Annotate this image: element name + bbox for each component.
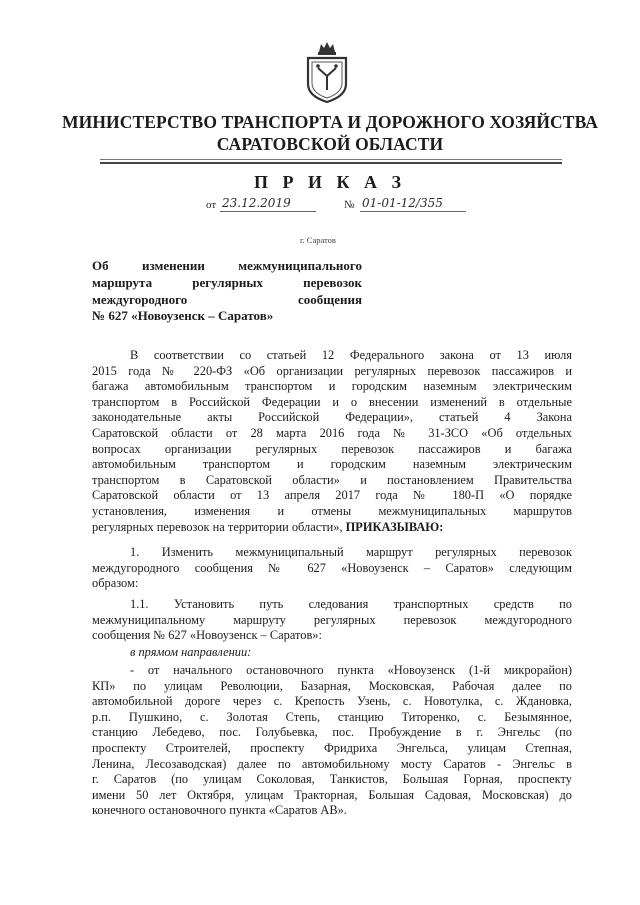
date-label: от — [206, 199, 217, 211]
text-line: 1.1. Установить путь следования транспортных средств по — [130, 597, 572, 611]
text-line: имени 50 лет Октября, улицам Тракторная, Большая Садовая, Московская) до — [92, 787, 572, 802]
date-number-line — [206, 196, 486, 214]
text-line: Саратовской области от 28 марта 2016 года № 31-ЗСО «Об отдельных — [92, 425, 572, 440]
text-line: вопросах организации регулярных перевозок пассажиров и багажа — [92, 441, 572, 456]
text-line: транспортом в Саратовской области» и постановлением Правительства — [92, 472, 572, 487]
header-rule-thick — [100, 162, 562, 164]
text-line: конечного остановочного пункта «Саратов АВ». — [92, 803, 347, 818]
text-line: г. Саратов (по улицам Соколовая, Танкистов, Большая Горная, проспекту — [92, 772, 572, 787]
text-line: проспекту Строителей, проспекту Фридриха Энгельса, улицам Степная, — [92, 740, 572, 755]
text-line: КП» по улицам Революции, Базарная, Московская, Рабочая далее по — [92, 678, 572, 693]
ministry-name-line2: САРАТОВСКОЙ ОБЛАСТИ — [216, 134, 444, 154]
text-line: 1. Изменить межмуниципальный маршрут регулярных перевозок — [130, 545, 572, 559]
ministry-name-line1: МИНИСТЕРСТВО ТРАНСПОРТА И ДОРОЖНОГО ХОЗЯЙСТВА — [62, 112, 598, 132]
city-label: г. Саратов — [300, 235, 336, 245]
text-line: образом: — [92, 576, 139, 591]
subject-line: междугородного сообщения — [92, 291, 362, 307]
route-paragraph — [92, 663, 572, 819]
text-line-with-order-word — [92, 520, 572, 536]
order-word: ПРИКАЗЫВАЮ: — [345, 519, 444, 534]
text-line: регулярных перевозок на территории области», — [92, 519, 346, 534]
text-line: установления, изменения и отмены межмуниципальных маршрутов — [92, 503, 572, 518]
preamble-paragraph — [92, 348, 572, 535]
text-line: В соответствии со статьей 12 Федерального закона от 13 июля — [130, 348, 572, 362]
item-1-1-paragraph — [92, 597, 572, 644]
subject-line: маршрута регулярных перевозок — [92, 274, 362, 290]
text-line: транспортом в Российской Федерации и о внесении изменений в отдельные — [92, 394, 572, 409]
text-line: Ленина, Лесозаводская) далее по автомобильному мосту Саратов - Энгельс в — [92, 756, 572, 771]
header-rule-thin — [100, 159, 562, 160]
coat-of-arms-emblem — [300, 38, 354, 104]
date-value-handwritten: 23.12.2019 — [222, 196, 291, 210]
text-line: законодательные акты Российской Федерации», статьей 4 Закона — [92, 410, 572, 425]
text-line: Саратовской области от 13 апреля 2017 года № 180-П «О порядке — [92, 488, 572, 503]
document-title: П Р И К А З — [253, 172, 407, 192]
text-line: багажа автомобильным транспортом и городским наземным электрическим — [92, 379, 572, 394]
order-subject — [92, 258, 362, 325]
text-line: автомобильной дороге через с. Крепость Узень, с. Новотулка, с. Ждановка, — [92, 694, 572, 709]
text-line: р.п. Пушкино, с. Золотая Степь, станцию Титоренко, с. Безымянное, — [92, 709, 572, 724]
text-line: междугородного сообщения № 627 «Новоузенск – Саратов» следующим — [92, 560, 572, 575]
number-underline — [360, 211, 466, 212]
number-value-handwritten: 01-01-12/355 — [362, 196, 443, 210]
number-label: № — [344, 199, 355, 211]
date-underline — [220, 211, 316, 212]
text-line: сообщения № 627 «Новоузенск – Саратов»: — [92, 628, 322, 643]
subject-line: № 627 «Новоузенск – Саратов» — [92, 308, 274, 324]
text-line: станцию Лебедево, пос. Голубьевка, пос. Пробуждение в г. Энгельс (по — [92, 725, 572, 740]
direction-label: в прямом направлении: — [130, 645, 252, 659]
subject-line: Об изменении межмуниципального — [92, 258, 362, 273]
text-line: - от начального остановочного пункта «Новоузенск (1-й микрорайон) — [130, 663, 572, 677]
text-line: автомобильным транспортом и городским наземным электрическим — [92, 457, 572, 472]
text-line: межмуниципальному маршруту регулярных перевозок междугородного — [92, 612, 572, 627]
text-line: 2015 года № 220-ФЗ «Об организации регулярных перевозок пассажиров и — [92, 363, 572, 378]
item-1-paragraph — [92, 545, 572, 592]
